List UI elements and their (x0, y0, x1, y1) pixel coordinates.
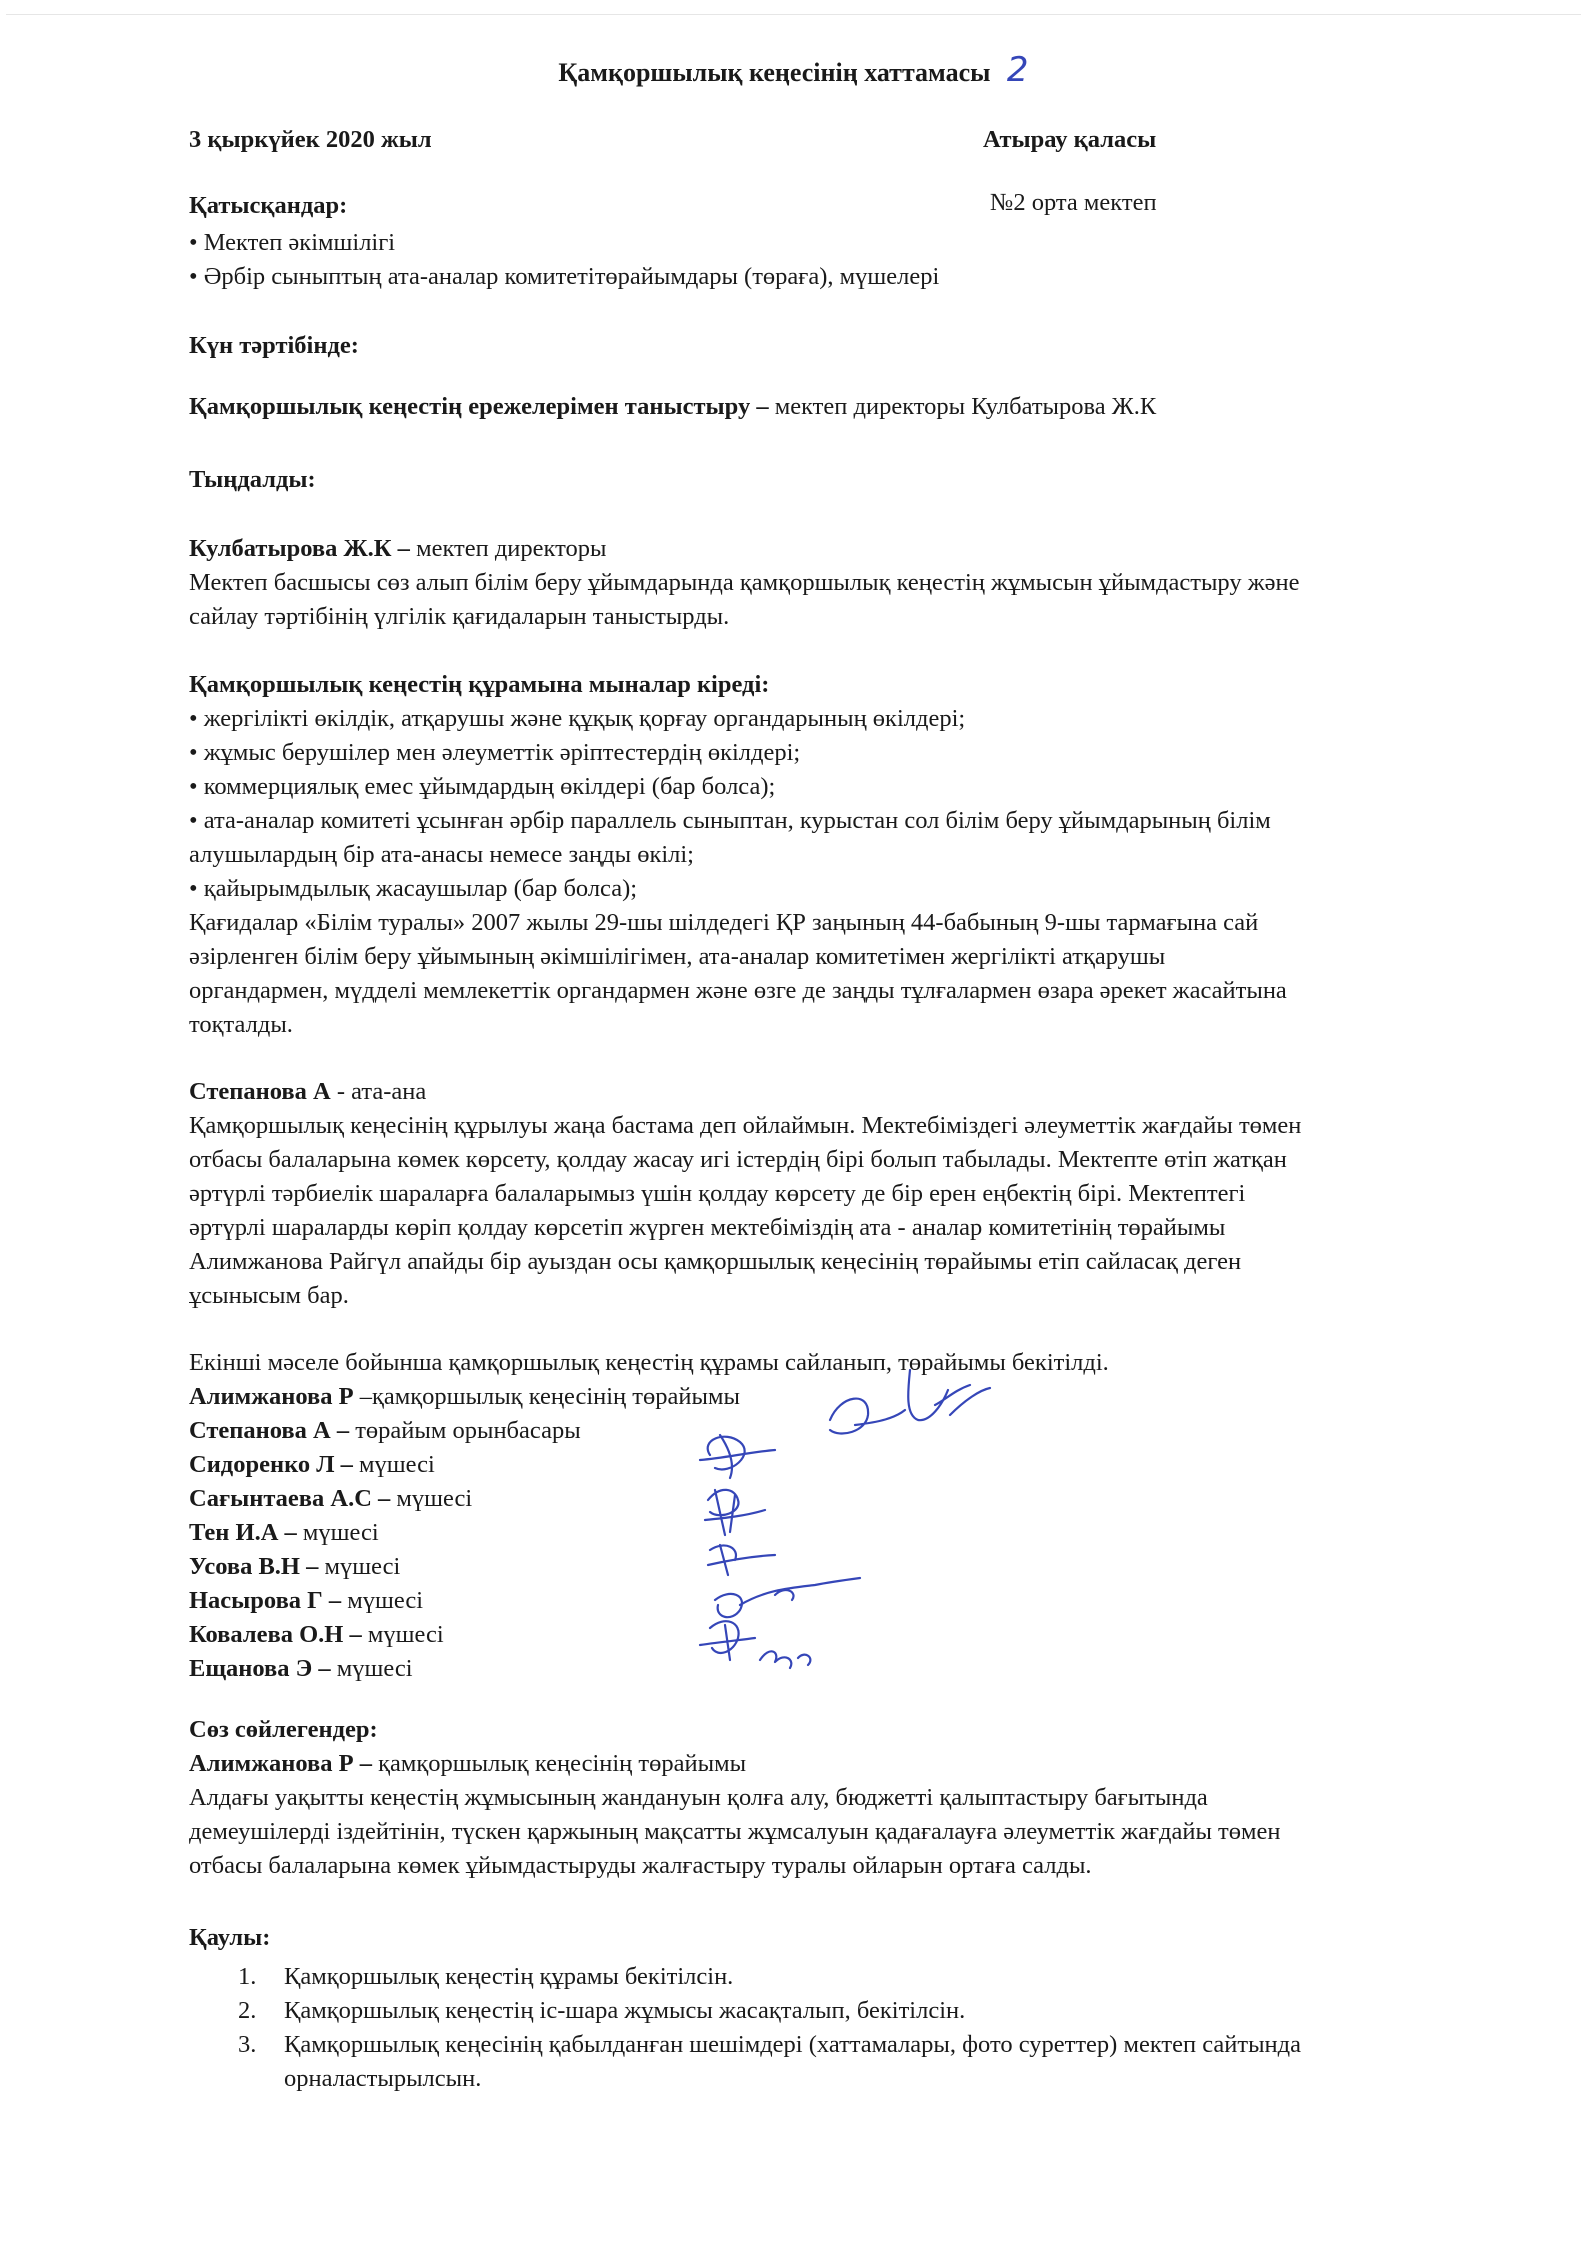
signature-3 (705, 1490, 765, 1535)
item-number: 1. (238, 1963, 257, 1990)
paragraph-line: Алимжанова Райгүл апайды бір ауыздан осы қамқоршылық кеңесінің төрайымы етіп сайласақ деген (189, 1248, 1242, 1275)
resolution-label: Қаулы: (189, 1924, 271, 1951)
agenda-bold-text: Қамқоршылық кеңестің ережелерімен таныстыру – (189, 393, 769, 420)
signature-5 (715, 1578, 860, 1617)
member-role: мүшесі (296, 1519, 379, 1546)
composition-line: • жергілікті өкілдік, атқарушы және құқық қорғау органдарының өкілдері; (189, 705, 966, 732)
speaker-role: қамқоршылық кеңесінің төрайымы (371, 1750, 747, 1777)
item-text: Қамқоршылық кеңестің іс-шара жұмысы жасақталып, бекітілсін. (284, 1997, 966, 2024)
composition-line: тоқталды. (189, 1011, 293, 1038)
item-text: Қамқоршылық кеңесінің қабылданған шешімдері (хаттамалары, фото суреттер) мектеп сайтында (284, 2031, 1302, 2058)
document-title (0, 50, 1587, 90)
paragraph-line: отбасы балаларына көмек көрсету, қолдау жасау игі істердің бірі болып табылады. Мектепте өтіп жатқан (189, 1146, 1287, 1173)
member-name: Усова В.Н – (189, 1553, 319, 1580)
member-name: Сидоренко Л – (189, 1451, 353, 1478)
composition-line: органдармен, мүдделі мемлекеттік органдармен және өзге де заңды тұлғалармен өзара әрекет жасайтына (189, 977, 1287, 1004)
signature-4 (708, 1545, 775, 1575)
composition-line: әзірленген білім беру ұйымының әкімшілігімен, ата-аналар комитетімен жергілікті атқарушы (189, 943, 1166, 970)
resolution-item (238, 2028, 1518, 2096)
signature-1 (830, 1370, 990, 1434)
member-role: мүшесі (352, 1451, 435, 1478)
member-role: мүшесі (341, 1587, 424, 1614)
paragraph-line: демеушілерді іздейтінін, түскен қаржының мақсатты жұмсалуын қадағалауға әлеуметтік жағдайы төмен (189, 1818, 1281, 1845)
paragraph-line: Мектеп басшысы сөз алып білім беру ұйымдарында қамқоршылық кеңестің жұмысын ұйымдастыру және (189, 569, 1300, 596)
member-name: Тен И.А – (189, 1519, 297, 1546)
election-text: Екінші мәселе бойынша қамқоршылық кеңестің құрамы сайланып, төрайымы бекітілді. (189, 1349, 1109, 1376)
paragraph-line: Алдағы уақытты кеңестің жұмысының жандануын қолға алу, бюджетті қалыптастыру бағытында (189, 1784, 1208, 1811)
agenda-item (189, 393, 1156, 421)
speaker-name: Степанова А (189, 1078, 331, 1105)
speaker-role: мектеп директоры (409, 535, 607, 562)
composition-line: • жұмыс берушілер мен әлеуметтік әріптестердің өкілдері; (189, 739, 801, 766)
item-number: 2. (238, 1997, 257, 2024)
paragraph-line: отбасы балаларына көмек ұйымдастыруды жалғастыру туралы ойларын ортаға салды. (189, 1852, 1092, 1879)
speaker-name: Кулбатырова Ж.К – (189, 535, 410, 562)
member-role: мүшесі (330, 1655, 413, 1682)
school-name: №2 орта мектеп (990, 189, 1157, 216)
composition-line: • қайырымдылық жасаушылар (бар болса); (189, 875, 638, 902)
member-role: мүшесі (390, 1485, 473, 1512)
member-name: Насырова Г – (189, 1587, 342, 1614)
agenda-text: мектеп директоры Кулбатырова Ж.К (768, 393, 1157, 420)
agenda-label: Күн тәртібінде: (189, 332, 359, 359)
composition-line: алушылардың бір ата-анасы немесе заңды өкілі; (189, 841, 694, 868)
signature-6 (700, 1621, 755, 1660)
heard-label: Тыңдалды: (189, 466, 316, 493)
composition-line: Қағидалар «Білім туралы» 2007 жылы 29-шы шілдедегі ҚР заңының 44-бабының 9-шы тармағына сай (189, 909, 1259, 936)
member-name: Степанова А – (189, 1417, 350, 1444)
composition-block (189, 668, 1519, 1042)
composition-line: • коммерциялық емес ұйымдардың өкілдері (бар болса); (189, 773, 776, 800)
resolution-list (238, 1960, 1518, 2096)
resolution-item (238, 1960, 1518, 1994)
paragraph-line: әртүрлі тәрбиелік шараларға балаларымыз үшін қолдау көрсету де бір ерен еңбектің бірі. Мектептегі (189, 1180, 1246, 1207)
participants-list (189, 226, 1519, 294)
member-name: Ещанова Э – (189, 1655, 331, 1682)
signatures (680, 1360, 1040, 1690)
signature-2 (700, 1435, 775, 1478)
member-role: мүшесі (361, 1621, 444, 1648)
participant-item: • Әрбір сыныптың ата-аналар комитетітөрайымдары (төраға), мүшелері (189, 263, 940, 290)
speaker-1-block (189, 532, 1519, 634)
member-name: Сағынтаева А.С – (189, 1485, 391, 1512)
participants-label: Қатысқандар: (189, 192, 348, 219)
composition-heading: Қамқоршылық кеңестің құрамына мыналар кіреді: (189, 671, 770, 698)
member-role: мүшесі (318, 1553, 401, 1580)
speaker-name: Алимжанова Р – (189, 1750, 372, 1777)
member-name: Алимжанова Р (189, 1383, 354, 1410)
member-role: төрайым орынбасары (349, 1417, 581, 1444)
member-role: –қамқоршылық кеңесінің төрайымы (353, 1383, 740, 1410)
speaker-2-block (189, 1075, 1519, 1313)
item-text: Қамқоршылық кеңестің құрамы бекітілсін. (284, 1963, 734, 1990)
speaker-role: - ата-ана (330, 1078, 427, 1105)
speeches-label: Сөз сөйлегендер: (189, 1716, 378, 1743)
composition-line: • ата-аналар комитеті ұсынған әрбір параллель сыныптан, курыстан сол білім беру ұйымдарының білім (189, 807, 1271, 834)
participant-item: • Мектеп әкімшілігі (189, 229, 396, 256)
item-text: орналастырылсын. (284, 2065, 482, 2092)
resolution-item (238, 1994, 1518, 2028)
document-city: Атырау қаласы (983, 126, 1157, 153)
member-name: Ковалева О.Н – (189, 1621, 362, 1648)
signature-7 (760, 1651, 810, 1668)
paragraph-line: Қамқоршылық кеңесінің құрылуы жаңа бастама деп ойлаймын. Мектебіміздегі әлеуметтік жағдайы төмен (189, 1112, 1302, 1139)
paragraph-line: сайлау тәртібінің үлгілік қағидаларын таныстырды. (189, 603, 730, 630)
scan-edge-line (6, 14, 1581, 15)
paragraph-line: әртүрлі шараларды көріп қолдау көрсетіп жүрген мектебіміздің ата - аналар комитетінің төрайымы (189, 1214, 1226, 1241)
speeches-block (189, 1713, 1519, 1883)
item-number: 3. (238, 2031, 257, 2058)
handwritten-number: 2 (1006, 50, 1029, 90)
title-text: Қамқоршылық кеңесінің хаттамасы (558, 58, 991, 87)
document-date: 3 қыркүйек 2020 жыл (189, 126, 432, 153)
paragraph-line: ұсынысым бар. (189, 1282, 349, 1309)
